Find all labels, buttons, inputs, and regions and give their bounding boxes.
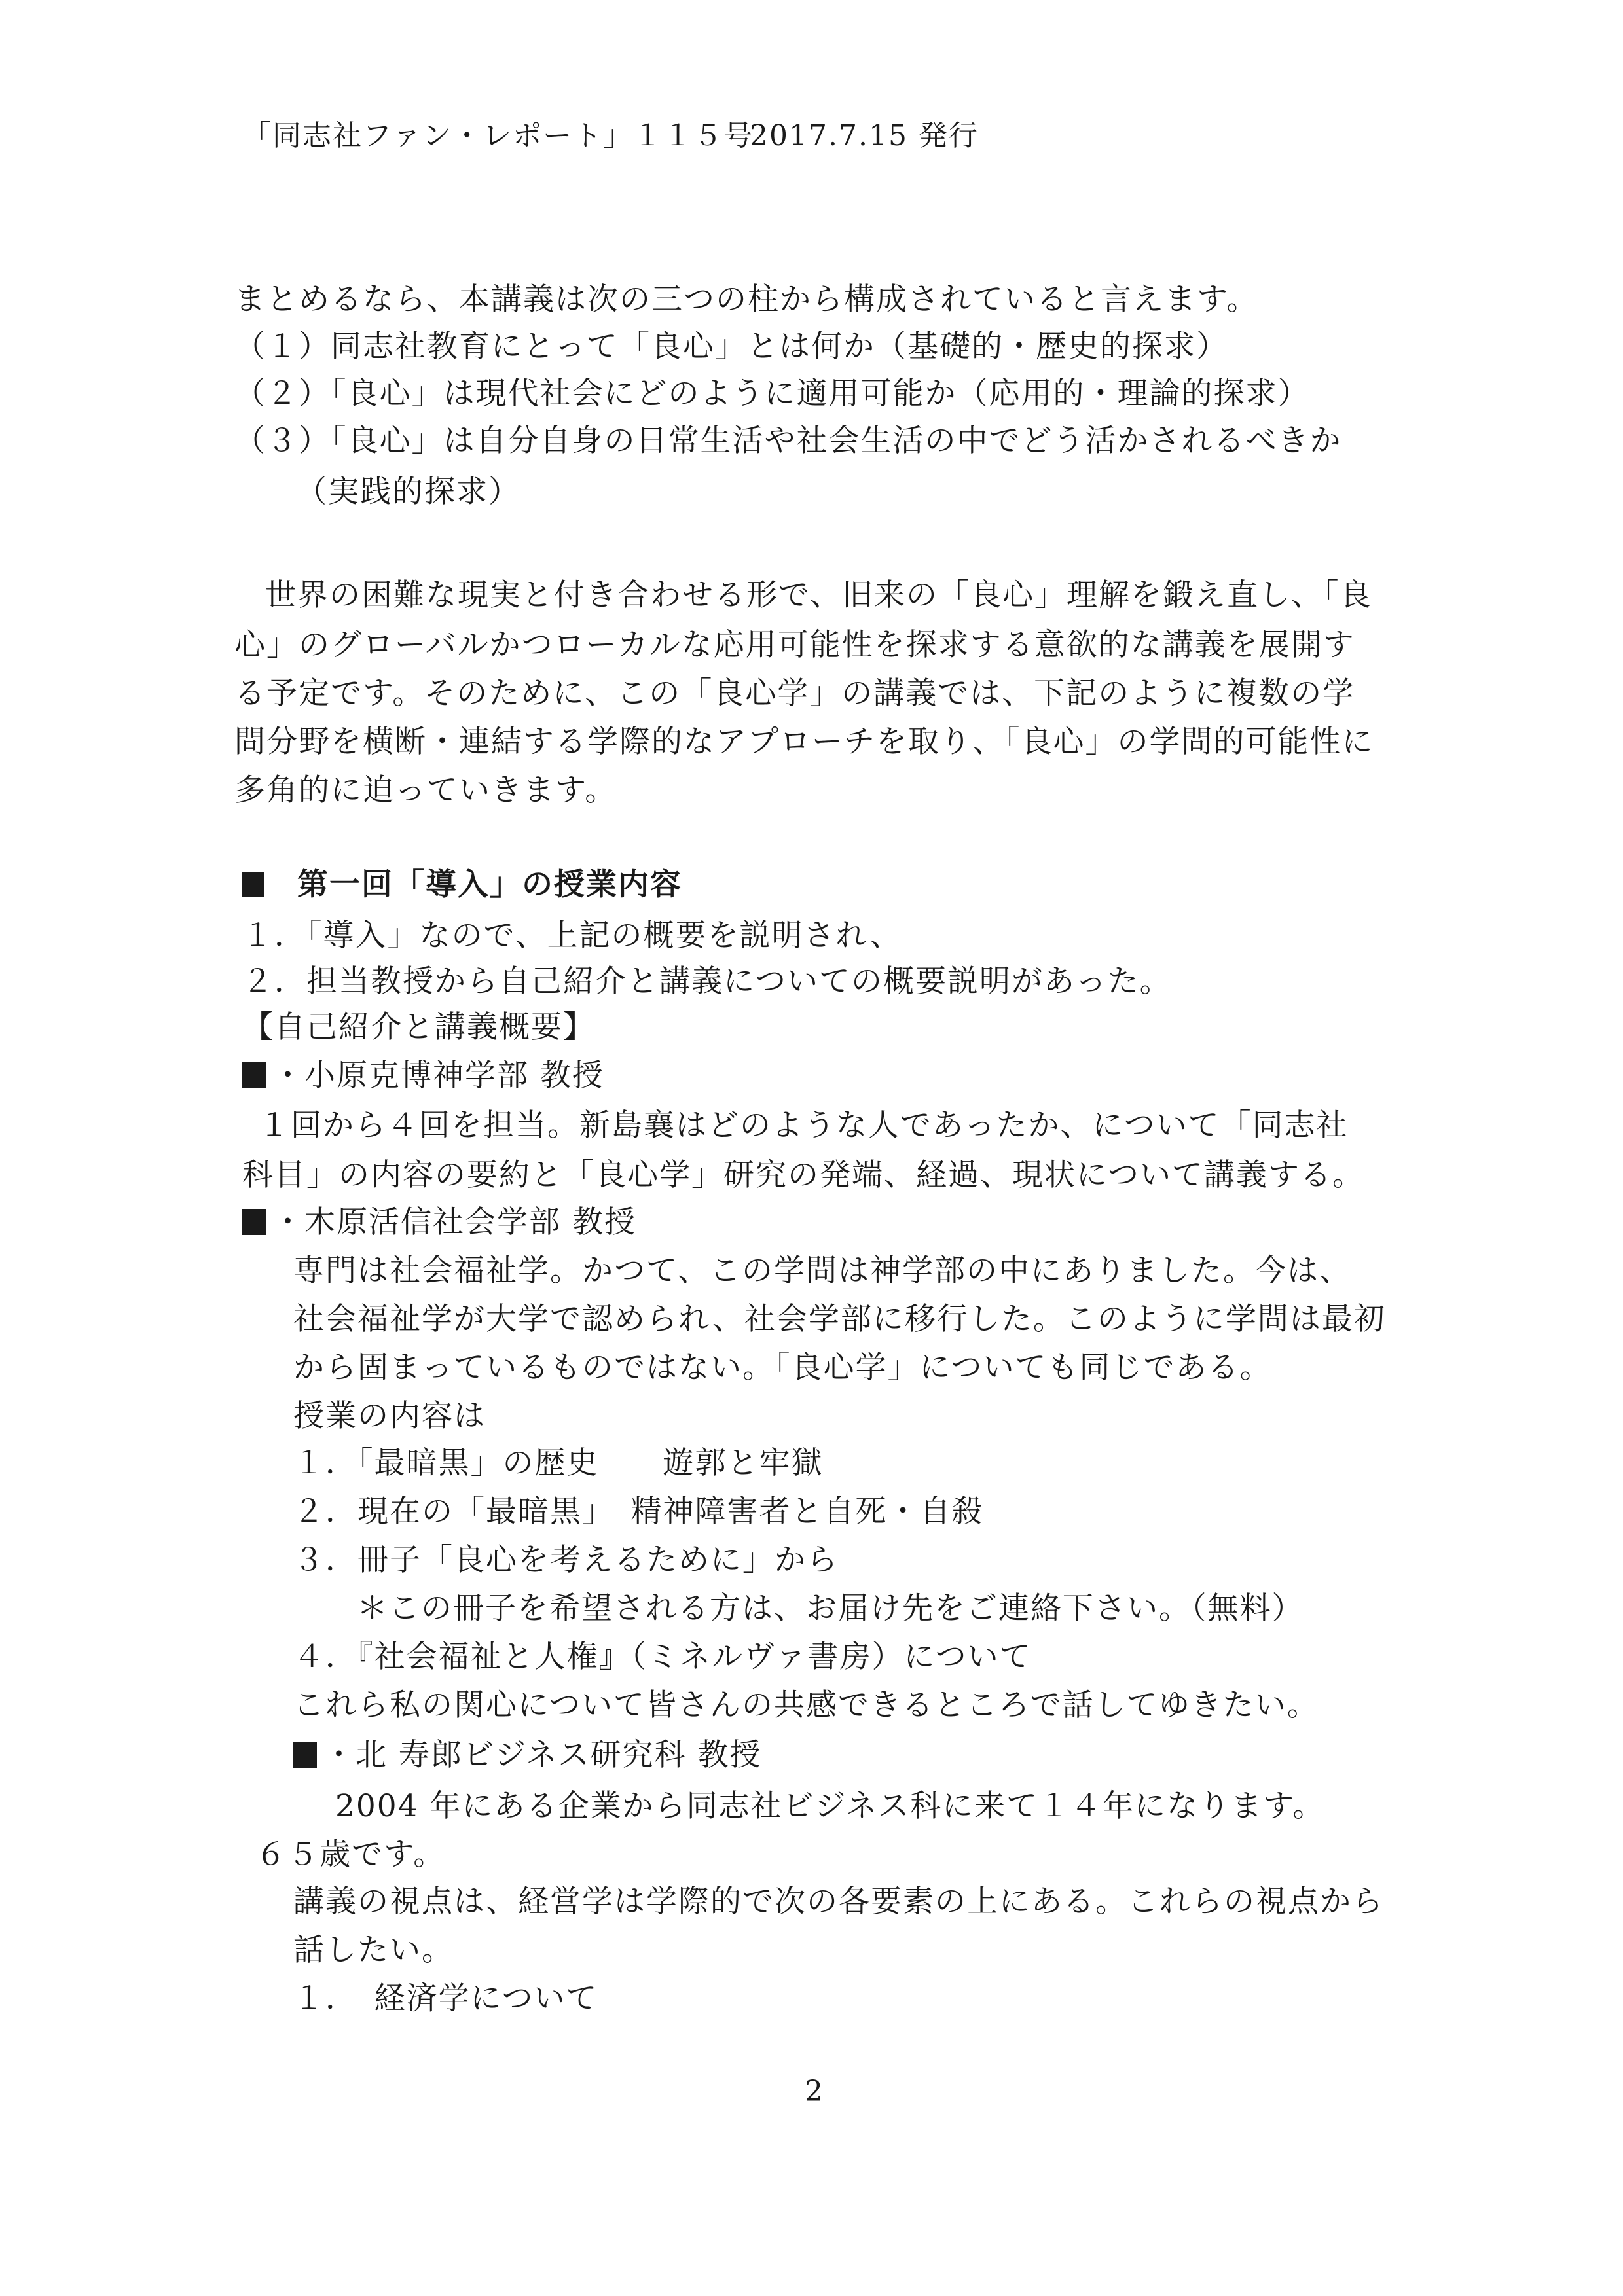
professor-text: 2004 年にある企業から同志社ビジネス科に来て１４年になります。 xyxy=(335,1788,1325,1824)
paragraph-line: 世界の困難な現実と付き合わせる形で、旧来の「良心」理解を鍛え直し、「良 xyxy=(265,577,1372,613)
section-item: ２．担当教授から自己紹介と講義についての概要説明があった。 xyxy=(242,963,1172,999)
professor-text: 社会福祉学が大学で認められ、社会学部に移行した。このように学問は最初 xyxy=(293,1301,1386,1337)
professor-text: １． 経済学について xyxy=(293,1981,598,2017)
paragraph-line: 多角的に迫っていきます。 xyxy=(234,772,617,808)
section-subheading: 【自己紹介と講義概要】 xyxy=(242,1009,595,1045)
paragraph-line: 問分野を横断・連結する学際的なアプローチを取り、「良心」の学問的可能性に xyxy=(234,724,1374,760)
professor-text: 科目」の内容の要約と「良心学」研究の発端、経過、現状について講義する。 xyxy=(242,1157,1365,1193)
professor-text: 話したい。 xyxy=(293,1932,454,1968)
professor-name: ・小原克博神学部 教授 xyxy=(242,1056,604,1096)
paragraph-line: 心」のグローバルかつローカルな応用可能性を探求する意欲的な講義を展開す xyxy=(234,627,1355,663)
square-bullet-icon xyxy=(242,1209,266,1235)
professor-text: 専門は社会福祉学。かつて、この学問は神学部の中にありました。今は、 xyxy=(293,1253,1352,1289)
pillar-1: （１）同志社教育にとって「良心」とは何か（基礎的・歴史的探求） xyxy=(234,329,1229,365)
section-item: １．「導入」なので、上記の概要を説明され、 xyxy=(242,918,902,954)
publication-date: 2017.7.15 発行 xyxy=(750,119,979,152)
topic-item: ３．冊子「良心を考えるために」から xyxy=(293,1542,839,1578)
professor-name: ・北 寿郎ビジネス研究科 教授 xyxy=(293,1736,761,1775)
square-bullet-icon xyxy=(293,1742,317,1768)
section-heading-text: 第一回「導入」の授業内容 xyxy=(297,867,682,903)
professor-text: ６５歳です。 xyxy=(255,1837,446,1873)
topic-note: ＊この冊子を希望される方は、お届け先をご連絡下さい。（無料） xyxy=(357,1590,1304,1626)
page-number: 2 xyxy=(805,2075,823,2108)
professor-text: 授業の内容は xyxy=(293,1398,486,1434)
professor-name: ・木原活信社会学部 教授 xyxy=(242,1203,636,1242)
topic-item: １．「最暗黒」の歴史 遊郭と牢獄 xyxy=(293,1445,824,1481)
paragraph-line: る予定です。そのために、この「良心学」の講義では、下記のように複数の学 xyxy=(234,675,1355,711)
publication-title: 「同志社ファン・レポート」１１５号 xyxy=(242,119,754,152)
pillar-3: （３）「良心」は自分自身の日常生活や社会生活の中でどう活かされるべきか xyxy=(234,423,1342,459)
summary-intro: まとめるなら、本講義は次の三つの柱から構成されていると言えます。 xyxy=(234,281,1259,317)
square-bullet-icon xyxy=(242,872,264,897)
section-heading xyxy=(242,865,682,905)
professor-text: から固まっているものではない。「良心学」についても同じである。 xyxy=(293,1350,1272,1386)
professor-closing: これら私の関心について皆さんの共感できるところで話してゆきたい。 xyxy=(293,1687,1319,1723)
pillar-2: （２）「良心」は現代社会にどのように適用可能か（応用的・理論的探求） xyxy=(234,376,1310,412)
topic-item: ２．現在の「最暗黒」 精神障害者と自死・自殺 xyxy=(293,1494,984,1530)
square-bullet-icon xyxy=(242,1062,266,1088)
professor-text: １回から４回を担当。新島襄はどのような人であったか、について「同志社 xyxy=(259,1107,1349,1143)
professor-text: 講義の視点は、経営学は学際的で次の各要素の上にある。これらの視点から xyxy=(293,1884,1384,1920)
pillar-3-continuation: （実践的探求） xyxy=(296,474,520,510)
topic-item: ４．『社会福祉と人権』（ミネルヴァ書房）について xyxy=(293,1639,1032,1675)
